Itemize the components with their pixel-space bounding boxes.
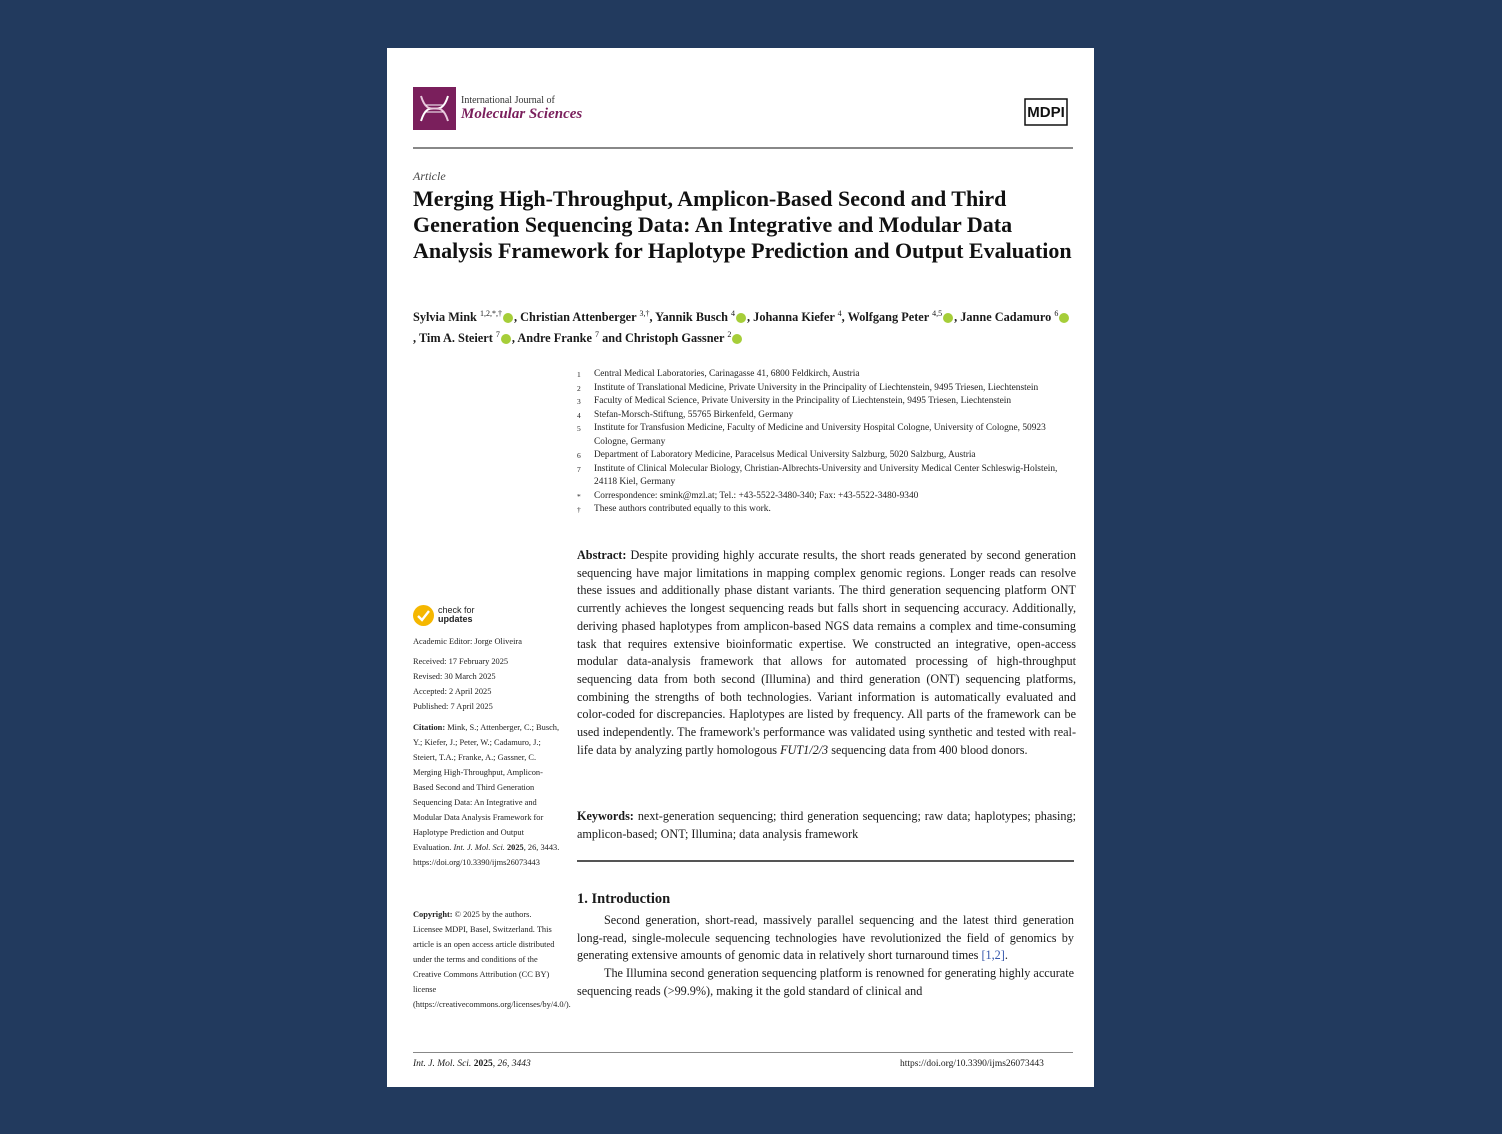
- abstract-text-end: sequencing data from 400 blood donors.: [831, 742, 1028, 757]
- affiliation-item: [577, 422, 1077, 449]
- introduction-body: [577, 912, 1074, 1001]
- author-separator: and: [599, 331, 626, 346]
- copyright-block: [413, 907, 571, 1012]
- citation-label: Citation:: [413, 723, 446, 732]
- author-affiliation-marker: 7: [595, 330, 600, 340]
- author-name: Andre Franke: [517, 331, 596, 346]
- journal-name-line2: Molecular Sciences: [461, 106, 583, 122]
- check-updates-line1: check for: [438, 605, 475, 615]
- orcid-icon[interactable]: [943, 313, 953, 323]
- header-divider: [413, 147, 1073, 149]
- intro-p1-text: Second generation, short-read, massively parallel sequencing and the latest third generation long-read, single-molecule sequencing technologies have revolutionized the field of genomics by generating extensive amounts of genomic data in relatively short turnaround times: [577, 913, 1074, 963]
- affiliation-number: *: [577, 491, 581, 501]
- affiliation-text: Institute for Transfusion Medicine, Faculty of Medicine and University Hospital Cologne, University of Cologne, 50923 Cologne, Germany: [594, 423, 1046, 447]
- citation-text: Mink, S.; Attenberger, C.; Busch, Y.; Kiefer, J.; Peter, W.; Cadamuro, J.; Steiert, T.A.; Franke, A.; Gassner, C. Merging High-Throughput, Amplicon-Based Second and Third Generation Sequencing Data: An Integrative and Modular Data Analysis Framework for Haplotype Prediction and Output Evaluation.: [413, 723, 560, 852]
- author-name: Wolfgang Peter: [847, 310, 933, 325]
- author-affiliation-marker: 4: [837, 309, 842, 318]
- affiliation-item: [577, 490, 1077, 504]
- author-list: [413, 305, 1073, 347]
- section-divider: [577, 860, 1074, 862]
- abstract-label: Abstract:: [577, 548, 627, 562]
- citation-journal: Int. J. Mol. Sci.: [453, 843, 505, 852]
- academic-editor: Academic Editor: Jorge Oliveira: [413, 637, 522, 646]
- author-name: Christian Attenberger: [520, 310, 640, 325]
- affiliation-text: Institute of Translational Medicine, Private University in the Principality of Liechtenstein, 9495 Triesen, Liechtenstein: [594, 382, 1039, 393]
- check-updates-line2: updates: [438, 614, 473, 624]
- check-updates-icon: [413, 605, 434, 626]
- affiliation-number: 7: [577, 464, 581, 474]
- article-type: Article: [413, 169, 446, 183]
- revised-date: Revised: 30 March 2025: [413, 672, 496, 681]
- keywords-text: next-generation sequencing; third generation sequencing; raw data; haplotypes; phasing; amplicon-based; ONT; Illumina; data analysis framework: [577, 809, 1077, 841]
- abstract-gene: FUT1/2/3: [780, 742, 829, 757]
- affiliation-text: Faculty of Medical Science, Private University in the Principality of Liechtenstein, 9495 Triesen, Liechtenstein: [594, 396, 1012, 406]
- copyright-text: © 2025 by the authors. Licensee MDPI, Basel, Switzerland. This article is an open access article distributed under the terms and conditions of the Creative Commons Attribution (CC BY) license (https://creativecommons.org/licenses/by/4.0/).: [413, 910, 571, 1009]
- orcid-icon[interactable]: [503, 313, 513, 323]
- footer-year: 2025: [473, 1059, 493, 1069]
- check-for-updates-badge[interactable]: [413, 604, 483, 628]
- author-affiliation-marker: 3,†: [639, 309, 650, 318]
- orcid-icon[interactable]: [732, 334, 742, 344]
- affiliation-list: [577, 368, 1077, 517]
- citation-block: [413, 720, 563, 870]
- citation-link[interactable]: [1,2]: [981, 948, 1005, 963]
- author-separator: ,: [649, 310, 656, 325]
- orcid-icon[interactable]: [736, 313, 746, 323]
- journal-name-line1: International Journal of: [461, 95, 555, 106]
- section-heading-introduction: 1. Introduction: [577, 891, 671, 907]
- affiliation-text: Stefan-Morsch-Stiftung, 55765 Birkenfeld, Germany: [594, 409, 794, 420]
- affiliation-number: 4: [577, 410, 581, 420]
- affiliation-number: 3: [577, 397, 581, 406]
- author-affiliation-marker: 4,5: [932, 309, 943, 318]
- citation-volume: , 26, 3443. https://doi.org/10.3390/ijms26073443: [413, 843, 560, 867]
- affiliation-item: [577, 368, 1077, 382]
- footer-journal-ref: [413, 1059, 531, 1069]
- author-affiliation-marker: 6: [1054, 309, 1059, 318]
- author-separator: ,: [747, 310, 754, 325]
- affiliation-item: [577, 463, 1077, 490]
- affiliation-text: Correspondence: smink@mzl.at; Tel.: +43-5522-3480-340; Fax: +43-5522-3480-9340: [594, 490, 919, 501]
- affiliation-item: [577, 382, 1077, 396]
- abstract-text: Despite providing highly accurate results, the short reads generated by second generation sequencing have major limitations in mapping complex genomic regions. Longer reads can resolve these issues and additionally phase distant variants. The third generation sequencing platform ONT currently achieves the longest sequencing reads but falls short in sequencing accuracy. Additionally, deriving phased haplotypes from amplicon-based NGS data remains a complex and time-consuming task that requires extensive bioinformatic expertise. We constructed an integrative, open-access modular data-analysis framework that allows for automated processing of high-throughput sequencing data from both second (Illumina) and third generation (ONT) sequencing platforms, combining the strengths of both technologies. Variant information is automatically evaluated and color-coded for discrepancies. Haplotypes are listed by frequency. All parts of the framework can be used independently. The framework's performance was validated using synthetic and tested with real-life data by analyzing partly homologous: [577, 548, 1076, 757]
- paper-title: Merging High-Throughput, Amplicon-Based Second and Third Generation Sequencing Data: An Integrative and Modular Data Analysis Framework for Haplotype Prediction and Output Evaluation: [413, 186, 1072, 263]
- citation-year: 2025: [506, 843, 524, 852]
- affiliation-text: Institute of Clinical Molecular Biology, Christian-Albrechts-University and University Medical Center Schleswig-Holstein, 24118 Kiel, Germany: [594, 463, 1058, 487]
- author-name: Christoph Gassner: [625, 331, 728, 346]
- mdpi-logo-icon: [1019, 95, 1073, 129]
- affiliation-number: 1: [577, 370, 581, 379]
- accepted-date: Accepted: 2 April 2025: [413, 687, 492, 696]
- author-separator: ,: [954, 310, 961, 325]
- footer-divider: [413, 1052, 1073, 1053]
- author-name: Johanna Kiefer: [753, 310, 838, 325]
- received-date: Received: 17 February 2025: [413, 657, 509, 666]
- abstract: [577, 547, 1076, 759]
- affiliation-number: †: [577, 505, 581, 514]
- orcid-icon[interactable]: [501, 334, 511, 344]
- author-separator: ,: [413, 331, 419, 346]
- author-affiliation-marker: 2: [727, 330, 732, 340]
- affiliation-number: 2: [577, 383, 581, 393]
- author-separator: ,: [511, 331, 518, 346]
- author-name: Tim A. Steiert: [418, 331, 496, 346]
- intro-paragraph: The Illumina second generation sequencing platform is renowned for generating highly accurate sequencing reads (>99.9%), making it the gold standard of clinical and: [577, 966, 1074, 998]
- affiliation-number: 5: [577, 424, 581, 433]
- footer-volume: , 26, 3443: [492, 1059, 531, 1069]
- author-name: Janne Cadamuro: [960, 310, 1055, 325]
- affiliation-text: Central Medical Laboratories, Carinagasse 41, 6800 Feldkirch, Austria: [594, 369, 860, 379]
- author-affiliation-marker: 1,2,*,†: [479, 309, 502, 318]
- keywords-label: Keywords:: [577, 809, 634, 823]
- author-separator: ,: [513, 310, 521, 325]
- copyright-label: Copyright:: [413, 910, 453, 919]
- orcid-icon[interactable]: [1059, 313, 1069, 323]
- paper-page: [387, 48, 1094, 1087]
- publisher-name: MDPI: [1027, 104, 1065, 121]
- affiliation-text: Department of Laboratory Medicine, Paracelsus Medical University Salzburg, 5020 Salzburg, Austria: [594, 450, 976, 460]
- affiliation-text: These authors contributed equally to this work.: [594, 504, 771, 514]
- affiliation-item: [577, 503, 1077, 517]
- author-affiliation-marker: 4: [731, 309, 736, 318]
- author-affiliation-marker: 7: [495, 330, 500, 340]
- footer-doi-link[interactable]: https://doi.org/10.3390/ijms26073443: [900, 1059, 1044, 1069]
- footer-journal: Int. J. Mol. Sci.: [413, 1059, 472, 1069]
- keywords: [577, 808, 1076, 843]
- affiliation-item: [577, 395, 1077, 409]
- author-separator: ,: [841, 310, 848, 325]
- affiliation-number: 6: [577, 451, 581, 460]
- author-name: Yannik Busch: [655, 310, 732, 325]
- journal-logo-icon: [413, 87, 456, 130]
- intro-paragraph: Second generation, short-read, massively parallel sequencing and the latest third generation long-read, single-molecule sequencing technologies have revolutionized the field of genomics by generating extensive amounts of genomic data in relatively short turnaround times [1,2].: [577, 913, 1074, 963]
- author-name: Sylvia Mink: [413, 310, 480, 325]
- affiliation-item: [577, 449, 1077, 463]
- affiliation-item: [577, 409, 1077, 423]
- published-date: Published: 7 April 2025: [413, 702, 493, 711]
